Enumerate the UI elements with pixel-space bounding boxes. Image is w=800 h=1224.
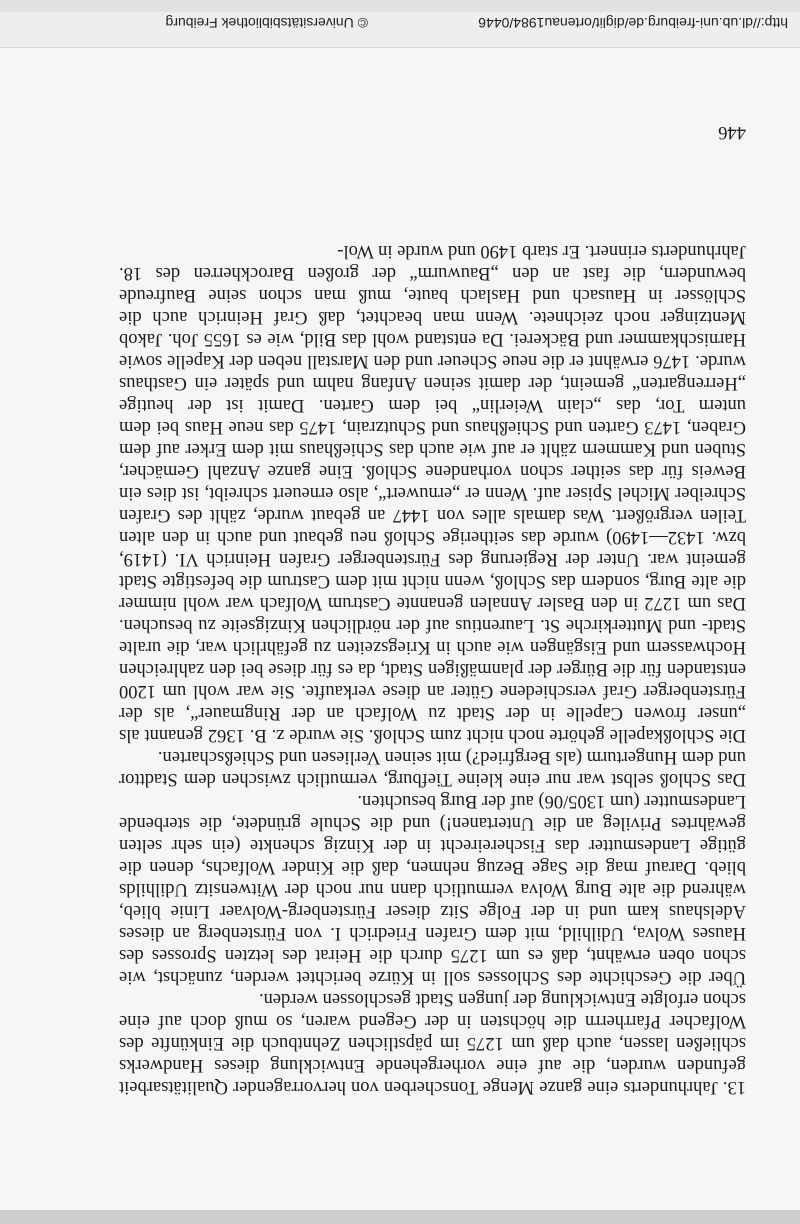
paragraph-1: 13. Jahrhunderts eine ganze Menge Tonscherben von hervorragender Qualitätsarbeit gefunden wurden, die auf eine vorhergehende Entwicklung dieses Handwerks schließen lassen, auch daß um 1275 im päpstlichen Zehntbuch die Einkünfte des Wolfacher Pfarrherrn die höchsten in der Gegend waren, so muß doch auf eine schon erfolgte Entwicklung der jungen Stadt geschlossen werden. [119, 989, 746, 1097]
copyright-notice: © Universitätsbibliothek Freiburg [165, 15, 368, 31]
source-url-link[interactable]: http://dl.ub.uni-freiburg.de/diglit/ortenau1984/0446 [478, 15, 788, 31]
bottom-strip [0, 0, 800, 12]
body-text [119, 240, 746, 1098]
paragraph-3: Das Schloß selbst war nur eine kleine Tiefburg, vermutlich zwischen dem Stadttor und dem Hungerturm (als Bergfried?) mit seinen Verliesen und Schießscharten. [119, 747, 746, 789]
paragraph-2: Über die Geschichte des Schlosses soll in Kürze berichtet werden, zunächst, wie schon oben erwähnt, daß es um 1275 durch die Heirat des letzten Sprosses des Hauses Wolva, Udilhild, mit dem Grafen Friedrich I. von Fürstenberg an dieses Adelshaus kam und in der Folge Sitz dieser Fürstenberg-Wolvaer Linie blieb, während die alte Burg Wolva vermutlich dann nur noch der Witwensitz Udilhilds blieb. Darauf mag die Sage Bezug nehmen, daß die Kinder Wolfachs, denen die gütige Landesmutter das Fischereirecht in der Kinzig schenkte (ein sehr selten gewährtes Privileg an die Untertanen!) und die Schule gründete, die sterbende Landesmutter (um 1305/06) auf der Burg besuchten. [119, 791, 746, 987]
paragraph-4: Die Schloßkapelle gehörte noch nicht zum Schloß. Sie wurde z. B. 1362 genannt als „unser frowen Capelle in der Stadt zu Wolfach an der Ringmauer“, als der Fürstenberger Graf verschiedene Güter an diese verkaufte. Sie war wohl um 1200 entstanden für die Bürger der planmäßigen Stadt, da es für diese bei den zahlreichen Hochwassern und Eisgängen wie auch in Kriegszeiten zu gefährlich war, die uralte Stadt- und Mutterkirche St. Laurentius auf der nördlichen Kinzigseite zu besuchen. Das um 1272 in den Basler Annalen genannte Castrum Wolfach war wohl nimmer die alte Burg, sondern das Schloß, wenn nicht mit dem Castrum die befestigte Stadt gemeint war. Unter der Regierung des Fürstenberger Grafen Heinrich VI. (1419, bzw. 1432—1490) wurde das seitherige Schloß neu gebaut und auch in den alten Teilen vergrößert. Was damals alles von 1447 an gebaut wurde, zählt des Grafen Schreiber Michel Spiser auf. Wenn er „ernuwert“, also erneuert schreibt, ist dies ein Beweis für das seither schon vorhandene Schloß. Eine ganze Anzahl Gemächer, Stuben und Kammern zählt er auf wie auch das Schießhaus mit dem Erker auf dem Graben, 1473 Garten und Schießhaus und Schutzrain, 1475 das neue Haus bei dem untern Tor, das „clain Weierlin“ bei dem Garten. Damit ist der heutige „Herrengarten“ gemeint, der damit seinen Anfang nahm und später ein Gasthaus wurde. 1476 erwähnt er die neue Scheuer und den Marstall neben der Kapelle sowie Harnischkammer und Bäckerei. Da entstand wohl das Bild, wie es 1655 Joh. Jakob Mentzinger noch zeichnete. Wenn man beachtet, daß Graf Heinrich auch die Schlösser in Hausach und Haslach baute, muß man schon seine Baufreude bewundern, die fast an den „Bauwurm“ der großen Barockherren des 18. Jahrhunderts erinnert. Er starb 1490 und wurde in Wol- [119, 241, 746, 745]
page-number: 446 [718, 122, 746, 142]
scanned-page [0, 48, 800, 1224]
